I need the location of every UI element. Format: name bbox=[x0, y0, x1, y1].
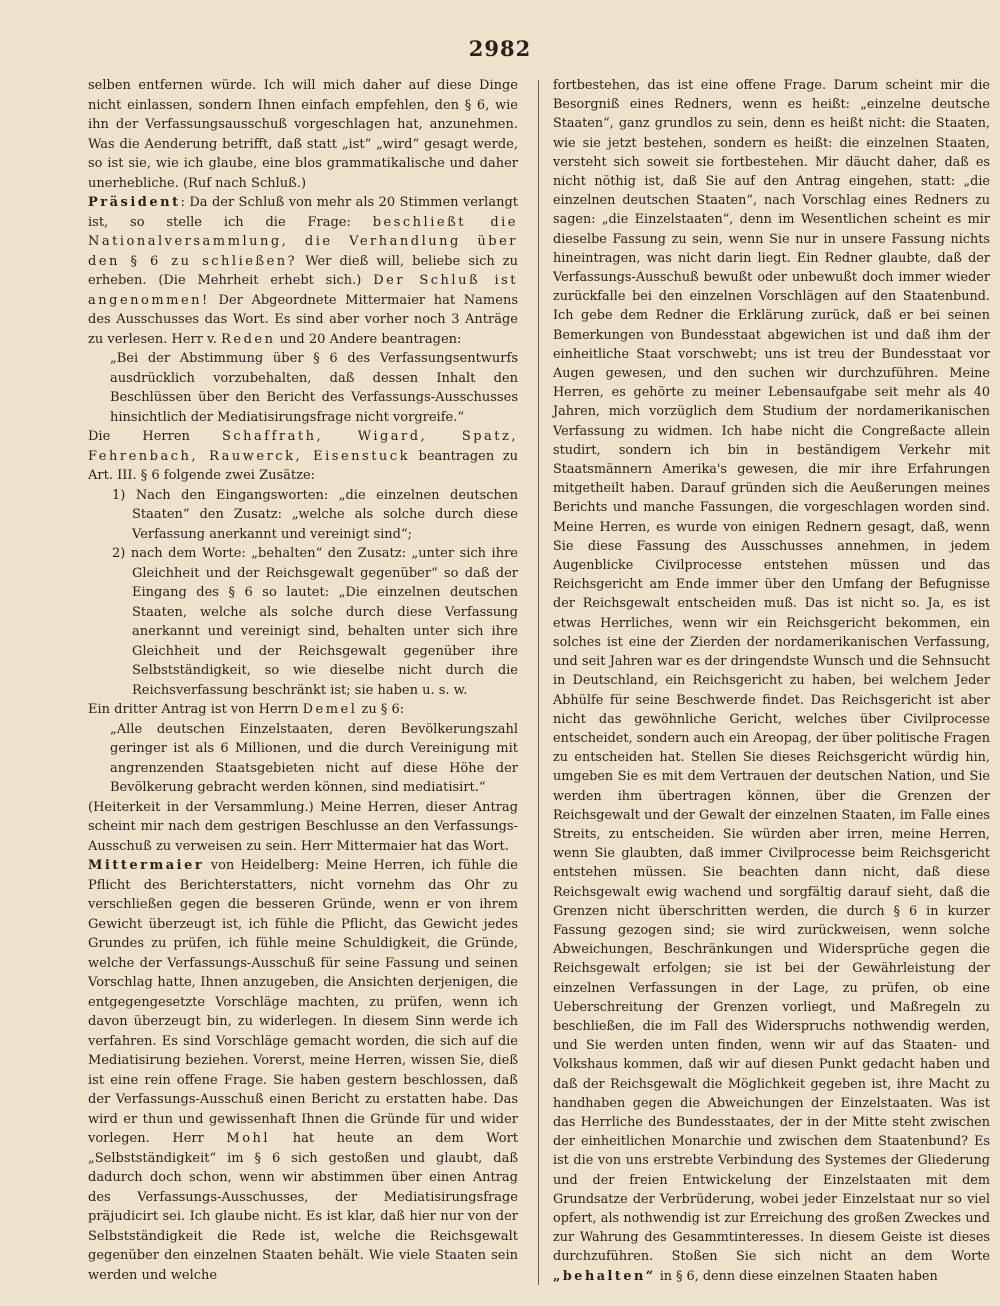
list-item: 2) nach dem Worte: „behalten“ den Zusatz: „unter sich ihre Gleichheit und der Reichsgewalt gegenüber“ so daß der Eingang des § 6 so lautet: „Die einzelnen deutschen Staaten, welche als solche durch diese Verfassung anerkannt und vereinigt sind, behalten unter sich ihre Gleichheit und der Reichsgewalt gegenüber ihre Selbstständigkeit, so wie dieselbe nicht durch die Reichsverfassung beschränkt ist; sie haben u. s. w. bbox=[112, 546, 518, 698]
paragraph: selben entfernen würde. Ich will mich daher auf diese Dinge nicht einlassen, sondern Ihnen einfach empfehlen, den § 6, wie ihn der Verfassungsausschuß vorgeschlagen hat, anzunehmen. Was die Aenderung betrifft, daß statt „ist“ „wird“ gesagt werde, so ist sie, wie ich glaube, eine blos grammatikalische und daher unerhebliche. (Ruf nach Schluß.) bbox=[88, 78, 518, 191]
result: Der Schluß ist angenommen! bbox=[88, 273, 519, 308]
person-name: Mohl bbox=[226, 1131, 271, 1146]
column-divider bbox=[538, 80, 539, 1285]
text: beantragen zu Art. III. § 6 folgende zwei Zusätze: bbox=[88, 448, 519, 483]
motion-quote: „Bei der Abstimmung über § 6 des Verfassungsentwurfs ausdrücklich vorzubehalten, daß dessen Inhalt den Beschlüssen über den Bericht des Verfassungs-Ausschusses hinsichtlich der Mediatisirungsfrage nicht vorgreife.“ bbox=[110, 351, 518, 425]
president-statement bbox=[88, 193, 518, 349]
motion-quote: „Alle deutschen Einzelstaaten, deren Bevölkerungszahl geringer ist als 6 Millionen, und die durch Vereinigung mit angrenzenden Staatsgebieten nicht auf diese Höhe der Bevölkerung gebracht werden können, sind mediatisirt.“ bbox=[110, 721, 518, 795]
text: hat heute an dem Wort „Selbstständigkeit“ im § 6 sich gestoßen und glaubt, daß dadurch doch schon, wenn wir abstimmen über einen Antrag des Verfassungs-Ausschusses, der Mediatisirungsfrage präjudicirt sei. Ich glaube nicht. Es ist klar, daß hier nur von der Selbstständigkeit die Rede ist, welche die Reichsgewalt gegenüber den einzelnen Staaten behält. Wie viele Staaten sein werden und welche bbox=[88, 1131, 519, 1283]
paragraph bbox=[88, 700, 518, 720]
person-names: Schaffrath, Wigard, Spatz, Fehrenbach, Rauwerck, Eisenstuck bbox=[88, 429, 518, 464]
speaker-name: Mittermaier bbox=[88, 858, 205, 873]
text: fortbestehen, das ist eine offene Frage. Darum scheint mir die Besorgniß eines Redners, wenn es heißt: „einzelne deutsche Staaten“, ganz grundlos zu sein, denn es heißt nicht: die Staaten, wie sie jetzt bestehen, sondern es heißt: die einzelnen Staaten, versteht sich soweit sie fortbestehen. Mir däucht daher, daß es nicht nöthig ist, daß Sie auf den Antrag eingehen, statt: „die einzelnen deutschen Staaten“, nach Vorschlag eines Redners zu sagen: „die Einzelstaaten“, denn im Wesentlichen scheint es mir dieselbe Fassung zu sein, wenn Sie nur in unsere Fassung nichts hineintragen, was nicht darin liegt. Ein Redner glaubte, daß der Verfassungs-Ausschuß bewußt oder unbewußt doch immer wieder zurückfalle bei den einzelnen Vorschlägen auf den Staatenbund. Ich gebe dem Redner die Erklärung zurück, daß er bei seinen Bemerkungen von Bundesstaat abgewichen ist und daß ihm der einheitliche Staat vorschwebt; uns ist treu der Bundesstaat vor Augen gewesen, und den suchen wir durchzuführen. Meine Herren, es gehörte zu meiner Lebensaufgabe seit mehr als 40 Jahren, mich vorzüglich dem Studium der nordamerikanischen Verfassung zu widmen. Ich habe nicht die Congreßacte allein studirt, sondern ich bin in beständigem Verkehr mit Staatsmännern Amerika's gewesen, die mir ihre Erfahrungen mitgetheilt haben. Darauf gründen sich die Aeußerungen meines Berichts und manche Fassungen, die vorgeschlagen worden sind. Meine Herren, es wurde von einigen Rednern gesagt, daß, wenn Sie diese Fassung des Ausschusses annehmen, in jedem Augenblicke Civilprocesse entstehen müssen und das Reichsgericht am Ende immer über den Umfang der Befugnisse der Reichsgewalt entscheiden muß. Das ist nicht so. Ja, es ist etwas Herrliches, wenn wir ein Reichsgericht bekommen, ein solches ist eine der Zierden der nordamerikanischen Verfassung, und seit Jahren war es der dringendste Wunsch und die Sehnsucht in Deutschland, ein Reichsgericht zu haben, bei welchem Jeder Abhülfe für seine Beschwerde findet. Das Reichsgericht ist aber nicht das gewöhnliche Gericht, welches über Civilprocesse entscheidet, sondern auch ein Areopag, der über politische Fragen zu entscheiden hat. Stellen Sie dieses Reichsgericht würdig hin, umgeben Sie es mit dem Vertrauen der deutschen Nation, und Sie werden ihm übertragen können, über die Grenzen der Reichsgewalt und der Gewalt der einzelnen Staaten, im Falle eines Streits, zu entscheiden. Sie würden aber irren, meine Herren, wenn Sie glaubten, daß immer Civilprocesse beim Reichsgericht entstehen müssen. Sie beachten dann nicht, daß diese Reichsgewalt ewig wachend und sorgfältig darauf sieht, daß die Grenzen nicht überschritten werden, die durch § 6 in kurzer Fassung gezogen sind; sie wird zurückweisen, wenn solche Abweichungen, Beschränkungen und Widersprüche gegen die Reichsgewalt erfolgen; sie ist bei der Gewährleistung der einzelnen Verfassungen in der Lage, zu prüfen, ob eine Ueberschreitung der Grenzen vorliegt, und Maßregeln zu beschließen, die im Fall des Widerspruchs nothwendig werden, und Sie werden unten finden, wenn wir auf das Staaten- und Volkshaus kommen, daß wir auf diesen Punkt gedacht haben und daß der Reichsgewalt die Möglichkeit gegeben ist, ihre Macht zu handhaben gegen die Abweichungen der Einzelstaaten. Was ist das Herrliche des Bundesstaates, der in der Mitte steht zwischen der einheitlichen Monarchie und zwischen dem Staatenbund? Es ist die von uns erstrebte Verbindung des Systemes der Gliederung und der freien Entwickelung der Einzelstaaten mit dem Grundsatze der Verbrüderung, wobei jeder Einzelstaat nur so viel opfert, als nothwendig ist zur Erreichung des großen Zweckes und zur Wahrung des Gesammtinteresses. In diesem Geiste ist dieses durchzuführen. Stoßen Sie sich nicht an dem Worte bbox=[553, 78, 990, 1265]
right-column bbox=[553, 76, 990, 1286]
text: und 20 Andere beantragen: bbox=[275, 331, 462, 347]
paragraph bbox=[88, 427, 518, 486]
speaker-name: Präsident bbox=[88, 195, 181, 210]
text: von Heidelberg: Meine Herren, ich fühle die Pflicht des Berichterstatters, nicht vornehm das Ohr zu verschließen gegen die besseren Gründe, wenn er von ihrem Gewicht überzeugt ist, ich fühle die Pflicht, das Gewicht jedes Grundes zu prüfen, ich fühle meine Schuldigkeit, die Gründe, welche der Verfassungs-Ausschuß für seine Fassung und seinen Vorschlag hatte, Ihnen anzugeben, die Ansichten derjenigen, die entgegengesetzte Vorschläge machten, zu prüfen, wenn ich davon überzeugt bin, zu widerlegen. In diesem Sinn werde ich verfahren. Es sind Vorschläge gemacht worden, die sich auf die Mediatisirung beziehen. Vorerst, meine Herren, wissen Sie, dieß ist eine rein offene Frage. Sie haben gestern beschlossen, daß der Verfassungs-Ausschuß einen Bericht zu erstatten habe. Das wird er thun und gewissenhaft Ihnen die Gründe für und wider vorlegen. Herr bbox=[88, 858, 518, 1146]
text: in § 6, denn diese einzelnen Staaten haben bbox=[655, 1268, 938, 1284]
person-name: Reden bbox=[221, 331, 276, 347]
left-column bbox=[88, 76, 518, 1285]
text: Ein dritter Antrag ist von Herrn bbox=[88, 702, 303, 717]
speech-continued bbox=[553, 76, 990, 1286]
question: beschließt die Nationalversammlung, die Verhandlung über den § 6 zu schließen? bbox=[88, 214, 518, 269]
text: Wer dieß will, beliebe sich zu erheben. (Die Mehrheit erhebt sich.) bbox=[88, 253, 518, 288]
text: zu § 6: bbox=[357, 702, 405, 717]
list-item: 1) Nach den Eingangsworten: „die einzelnen deutschen Staaten“ den Zusatz: „welche als solche durch diese Verfassung anerkannt und vereinigt sind“; bbox=[112, 487, 518, 542]
page-number: 2982 bbox=[468, 36, 532, 61]
text: Die Herren bbox=[88, 429, 222, 444]
person-name: Demel bbox=[302, 702, 358, 717]
text: : Da der Schluß von mehr als 20 Stimmen verlangt ist, so stelle ich die Frage: bbox=[88, 195, 518, 230]
text: Der Abgeordnete Mittermaier hat Namens des Ausschusses das Wort. Es sind aber vorher noch 3 Anträge zu verlesen. Herr v. bbox=[88, 292, 518, 347]
speech bbox=[88, 856, 518, 1285]
paragraph: (Heiterkeit in der Versammlung.) Meine Herren, dieser Antrag scheint mir nach dem gestrigen Beschlusse an den Verfassungs-Ausschuß zu verweisen zu sein. Herr Mittermaier hat das Wort. bbox=[88, 799, 518, 854]
emphasized-word: „behalten“ bbox=[553, 1268, 656, 1284]
